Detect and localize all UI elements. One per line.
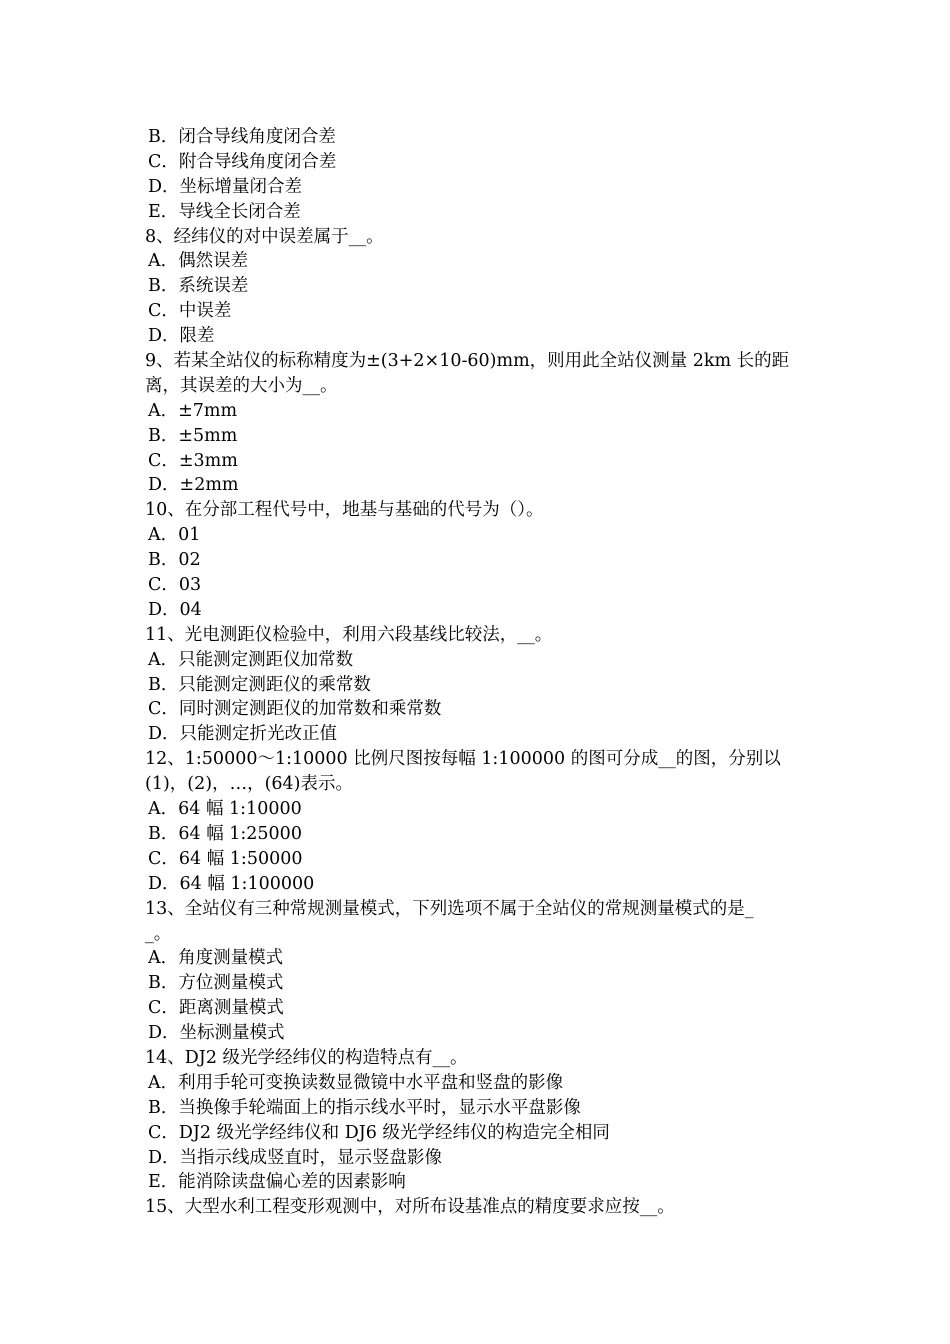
question-text-line: 15、大型水利工程变形观测中，对所布设基准点的精度要求应按__。: [145, 1197, 675, 1218]
answer-option-line: E．导线全长闭合差: [148, 201, 301, 222]
answer-option-line: C．03: [148, 575, 202, 596]
question-text-line: 9、若某全站仪的标称精度为±(3+2×10-60)mm，则用此全站仪测量 2km 长的距: [145, 351, 790, 372]
answer-option-line: B．闭合导线角度闭合差: [148, 127, 336, 147]
question-text-line: 12、1:50000～1:10000 比例尺图按每幅 1:100000 的图可分成__的图，分别以: [145, 749, 781, 770]
answer-option-line: D．限差: [148, 326, 215, 347]
question-text-line: 8、经纬仪的对中误差属于__。: [145, 226, 384, 247]
answer-option-line: D．当指示线成竖直时，显示竖盘影像: [148, 1147, 443, 1168]
answer-option-line: B．方位测量模式: [148, 973, 284, 994]
answer-option-line: D．64 幅 1:100000: [148, 873, 315, 894]
answer-option-line: D．坐标增量闭合差: [148, 176, 303, 197]
answer-option-line: A．只能测定测距仪加常数: [148, 649, 354, 670]
answer-option-line: B．64 幅 1:25000: [148, 823, 302, 844]
answer-option-line: A．角度测量模式: [148, 948, 284, 969]
question-text-line: _。: [145, 923, 172, 944]
answer-option-line: C．±3mm: [148, 450, 238, 471]
answer-option-line: C．DJ2 级光学经纬仪和 DJ6 级光学经纬仪的构造完全相同: [148, 1122, 610, 1143]
answer-option-line: B．当换像手轮端面上的指示线水平时，显示水平盘影像: [148, 1097, 581, 1118]
answer-option-line: A．01: [148, 525, 201, 546]
answer-option-line: B．只能测定测距仪的乘常数: [148, 674, 371, 695]
question-text-line: 13、全站仪有三种常规测量模式，下列选项不属于全站仪的常规测量模式的是_: [145, 898, 754, 919]
question-text-line: 11、光电测距仪检验中，利用六段基线比较法，__。: [145, 624, 553, 645]
answer-option-line: A．64 幅 1:10000: [148, 799, 302, 820]
answer-option-line: D．坐标测量模式: [148, 1023, 285, 1044]
answer-option-line: E．能消除读盘偏心差的因素影响: [148, 1172, 406, 1193]
answer-option-line: C．64 幅 1:50000: [148, 848, 303, 869]
answer-option-line: C．中误差: [148, 301, 232, 322]
answer-option-line: D．只能测定折光改正值: [148, 724, 338, 745]
answer-option-line: D．±2mm: [148, 475, 239, 496]
answer-option-line: A．利用手轮可变换读数显微镜中水平盘和竖盘的影像: [148, 1072, 564, 1093]
answer-option-line: C．同时测定测距仪的加常数和乘常数: [148, 699, 442, 720]
question-text-line: 离，其误差的大小为__。: [145, 375, 338, 396]
document-body: [145, 125, 810, 1220]
answer-option-line: B．02: [148, 550, 201, 571]
answer-option-line: C．距离测量模式: [148, 998, 284, 1019]
question-text-line: 10、在分部工程代号中，地基与基础的代号为（）。: [145, 500, 544, 521]
question-text-line: (1)，(2)，…，(64)表示。: [145, 774, 354, 795]
answer-option-line: C．附合导线角度闭合差: [148, 151, 337, 172]
question-text-line: 14、DJ2 级光学经纬仪的构造特点有__。: [145, 1047, 468, 1068]
answer-option-line: B．±5mm: [148, 425, 238, 446]
answer-option-line: B．系统误差: [148, 276, 249, 297]
answer-option-line: A．偶然误差: [148, 251, 249, 272]
answer-option-line: D．04: [148, 599, 202, 620]
answer-option-line: A．±7mm: [148, 400, 238, 421]
